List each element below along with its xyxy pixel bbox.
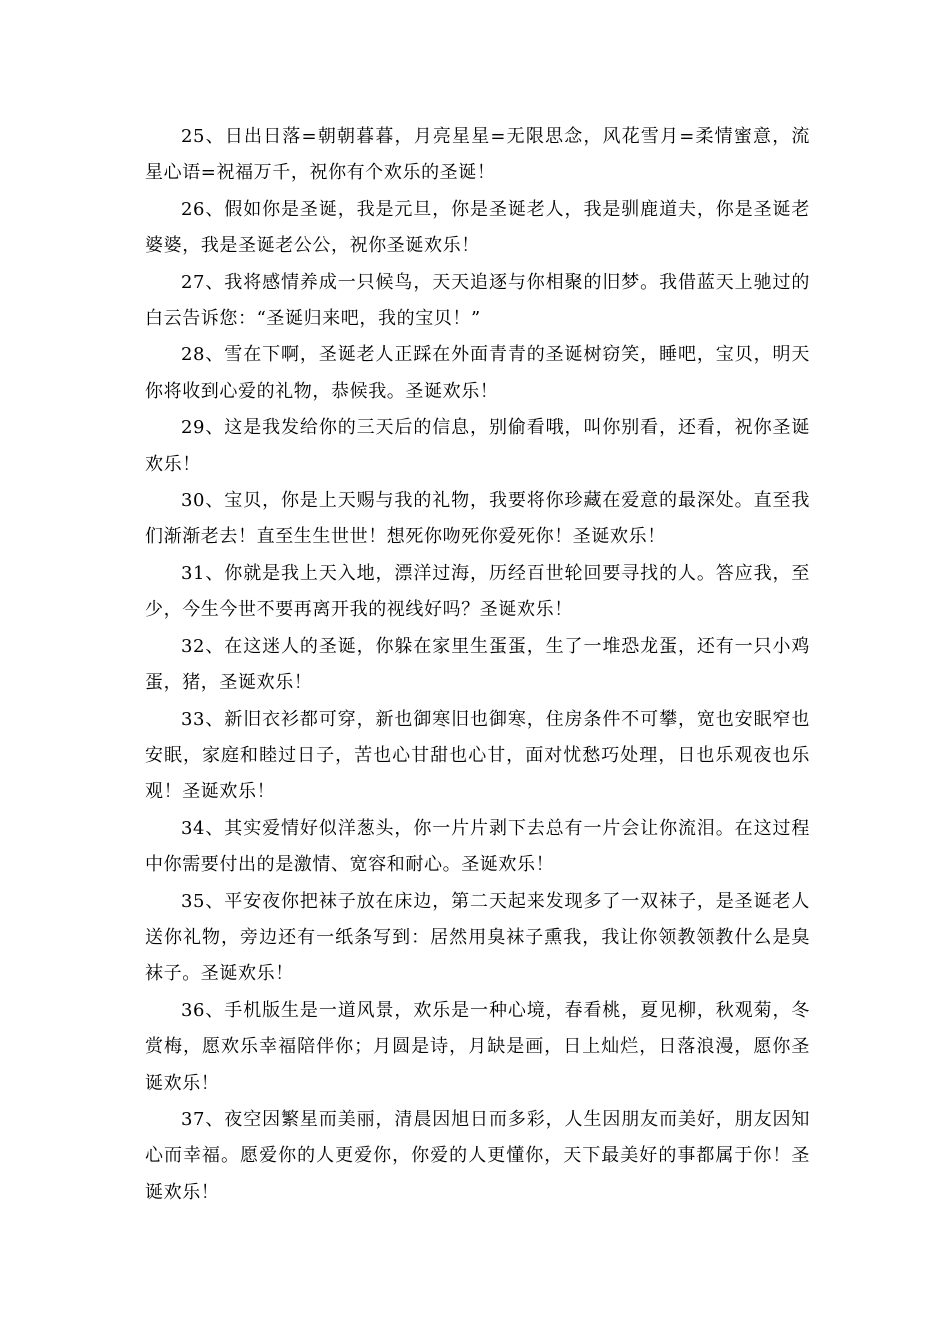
paragraph-26: 26、假如你是圣诞，我是元旦，你是圣诞老人，我是驯鹿道夫，你是圣诞老婆婆，我是圣诞老公公，祝你圣诞欢乐！ [145, 198, 810, 257]
document-body [145, 119, 810, 1211]
paragraph-25: 25、日出日落=朝朝暮暮，月亮星星=无限思念，风花雪月=柔情蜜意，流星心语=祝福万千，祝你有个欢乐的圣诞！ [145, 126, 810, 184]
paragraph-32: 32、在这迷人的圣诞，你躲在家里生蛋蛋，生了一堆恐龙蛋，还有一只小鸡蛋，猪，圣诞欢乐！ [145, 635, 810, 694]
paragraph-28: 28、雪在下啊，圣诞老人正踩在外面青青的圣诞树窃笑，睡吧，宝贝，明天你将收到心爱的礼物，恭候我。圣诞欢乐！ [145, 344, 810, 402]
paragraph-31: 31、你就是我上天入地，漂洋过海，历经百世轮回要寻找的人。答应我，至少，今生今世不要再离开我的视线好吗？圣诞欢乐！ [145, 562, 810, 621]
paragraph-29: 29、这是我发给你的三天后的信息，别偷看哦，叫你别看，还看，祝你圣诞欢乐！ [145, 417, 810, 475]
paragraph-34: 34、其实爱情好似洋葱头，你一片片剥下去总有一片会让你流泪。在这过程中你需要付出的是激情、宽容和耐心。圣诞欢乐！ [145, 817, 810, 876]
paragraph-37: 37、夜空因繁星而美丽，清晨因旭日而多彩，人生因朋友而美好，朋友因知心而幸福。愿爱你的人更爱你，你爱的人更懂你，天下最美好的事都属于你！圣诞欢乐！ [145, 1108, 810, 1203]
paragraph-35: 35、平安夜你把袜子放在床边，第二天起来发现多了一双袜子，是圣诞老人送你礼物，旁边还有一纸条写到：居然用臭袜子熏我，我让你领教领教什么是臭袜子。圣诞欢乐！ [145, 890, 810, 985]
paragraph-27: 27、我将感情养成一只候鸟，天天追逐与你相聚的旧梦。我借蓝天上驰过的白云告诉您：“圣诞归来吧，我的宝贝！” [145, 271, 810, 330]
paragraph-33: 33、新旧衣衫都可穿，新也御寒旧也御寒，住房条件不可攀，宽也安眠窄也安眠，家庭和睦过日子，苦也心甘甜也心甘，面对忧愁巧处理，日也乐观夜也乐观！圣诞欢乐！ [145, 708, 810, 803]
paragraph-36: 36、手机版生是一道风景，欢乐是一种心境，春看桃，夏见柳，秋观菊，冬赏梅，愿欢乐幸福陪伴你；月圆是诗，月缺是画，日上灿烂，日落浪漫，愿你圣诞欢乐！ [145, 999, 810, 1094]
paragraph-30: 30、宝贝，你是上天赐与我的礼物，我要将你珍藏在爱意的最深处。直至我们渐渐老去！直至生生世世！想死你吻死你爱死你！圣诞欢乐！ [145, 490, 810, 548]
